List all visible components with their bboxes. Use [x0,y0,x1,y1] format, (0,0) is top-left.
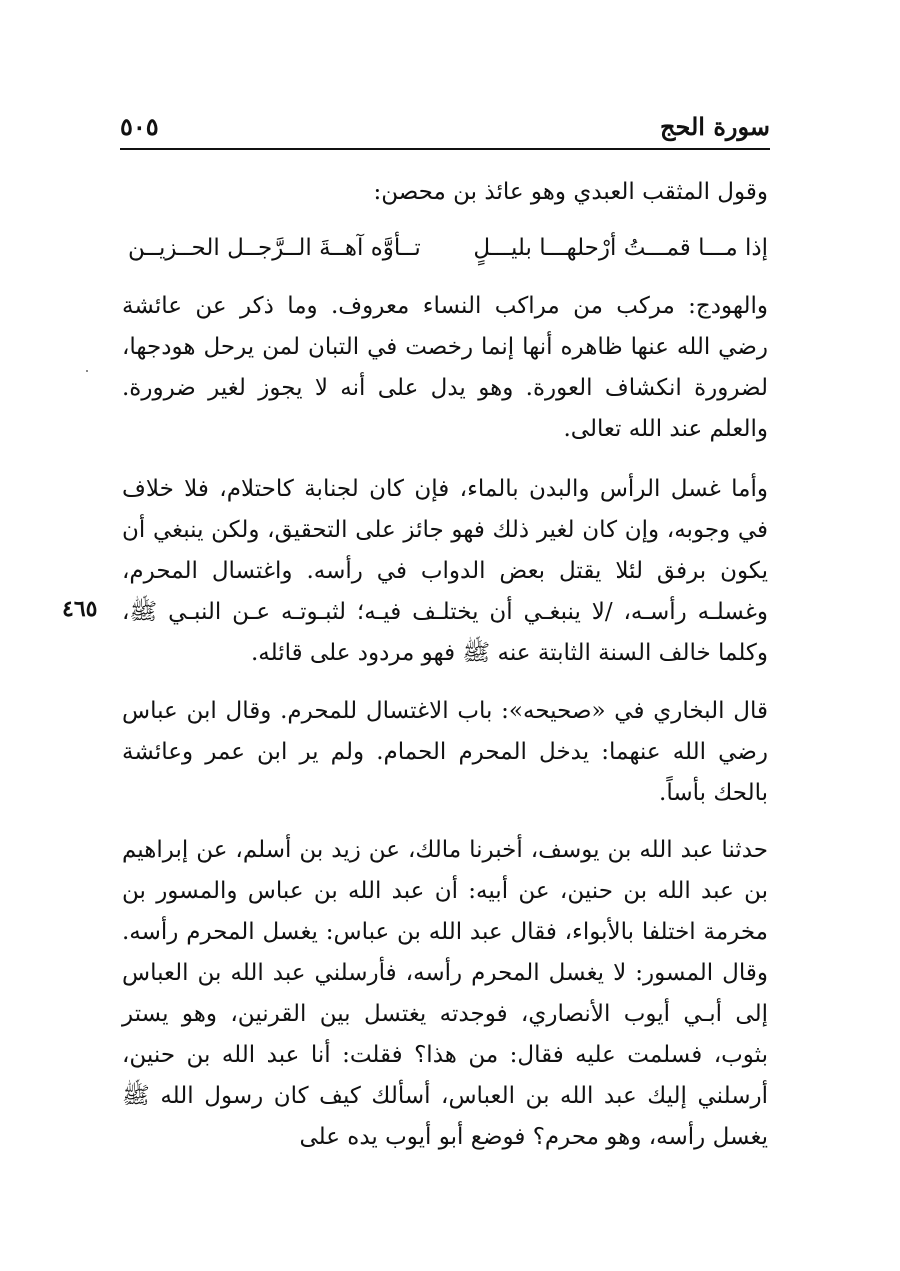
paragraph-hadith: حدثنا عبد الله بن يوسف، أخبرنا مالك، عن زيد بن أسلم، عن إبراهيم بن عبد الله بن حنين، عن أبيه: أن عبد الله بن عباس والمسور بن مخرمة اختلفا بالأبواء، فقال عبد الله بن عباس: يغسل المحرم رأسه. وقال المسور: لا يغسل المحرم رأسه، فأرسلني عبد الله بن العباس إلى أبـي أيوب الأنصاري، فوجدته يغتسل بين القرنين، وهو يستر بثوب، فسلمت عليه فقال: من هذا؟ فقلت: أنا عبد الله بن حنين، أرسلني إليك عبد الله بن العباس، أسألك كيف كان رسول الله ﷺ يغسل رأسه، وهو محرم؟ فوضع أبو أيوب يده على [122,837,768,1150]
paragraph-bukhari: قال البخاري في «صحيحه»: باب الاغتسال للمحرم. وقال ابن عباس رضي الله عنهما: يدخل المحرم الحمام. ولم ير ابن عمر وعائشة بالحك بأساً. [122,698,768,806]
verse-first-hemistich: إذا مـــا قمـــتُ أرْحلهـــا بليـــلٍ [473,235,768,261]
verse-second-hemistich: تــأوَّه آهــةَ الــرَّجــل الحــزيــن [128,235,421,261]
page-header [120,108,770,150]
margin-mark [86,370,88,372]
paragraph-hawdaj: والهودج: مركب من مراكب النساء معروف. وما ذكر عن عائشة رضي الله عنها ظاهره أنها إنما رخصت في التبان لمن يرحل هودجها، لضرورة انكشاف العورة. وهو يدل على أنه لا يجوز لغير ضرورة. والعلم عند الله تعالى. [122,293,768,442]
intro-line: وقول المثقب العبدي وهو عائذ بن محصن: [373,179,768,205]
paragraph-head-washing: وأما غسل الرأس والبدن بالماء، فإن كان لجنابة كاحتلام، فلا خلاف في وجوبه، وإن كان لغير ذلك فهو جائز على التحقيق، ولكن ينبغي أن يكون برفق لئلا يقتل بعض الدواب في رأسه. واغتسال المحرم، وغسلـه رأسـه، /لا ينبغـي أن يختلـف فيـه؛ لثبـوتـه عـن النبـي ﷺ، وكلما خالف السنة الثابتة عنه ﷺ فهو مردود على قائله. [122,476,768,666]
poetry-verse [122,228,768,272]
page-number: ٥٠٥ [120,112,159,141]
surah-title: سورة الحج [660,112,770,141]
margin-page-reference: ٤٦٥ [62,596,98,622]
